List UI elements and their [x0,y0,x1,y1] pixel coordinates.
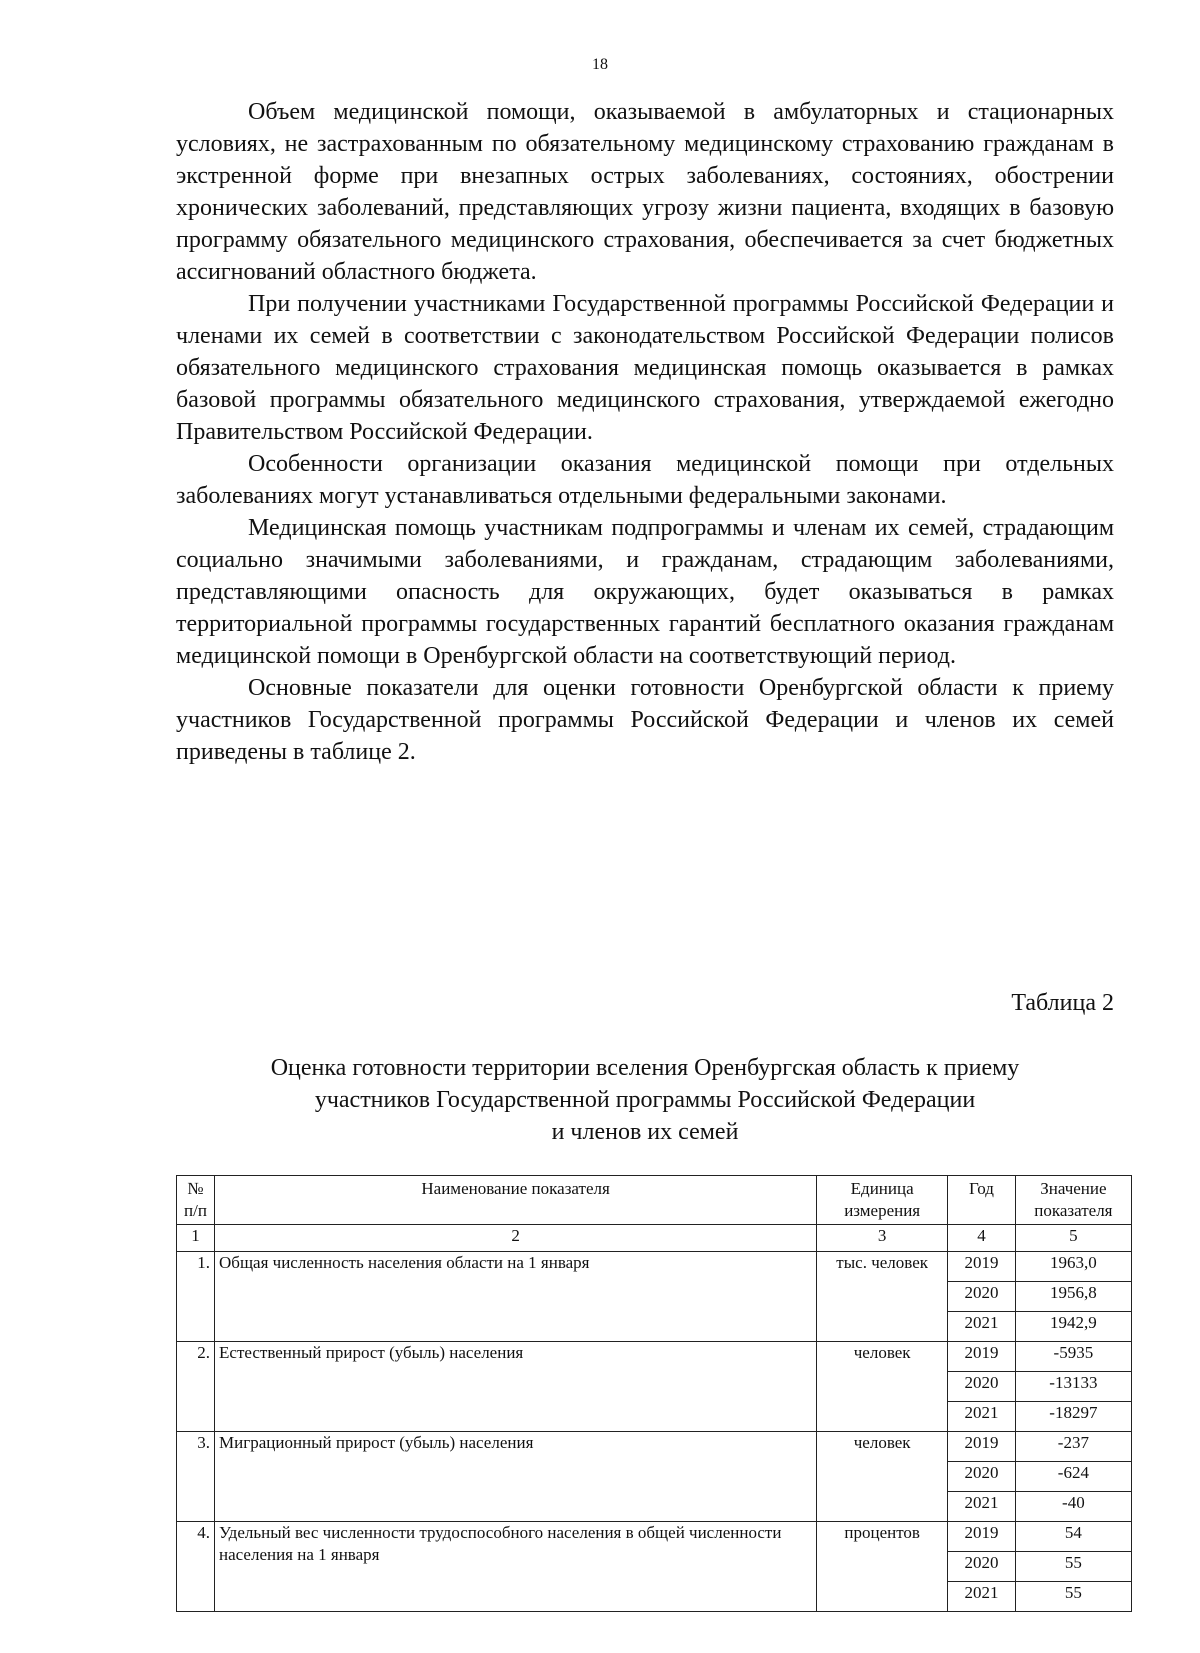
row-value: 55 [1015,1582,1131,1612]
row-year: 2020 [948,1282,1016,1312]
row-year: 2021 [948,1402,1016,1432]
table-header-row [177,1176,1132,1225]
header-unit: Единица измерения [817,1176,948,1225]
row-value: 55 [1015,1552,1131,1582]
row-value: 1942,9 [1015,1312,1131,1342]
body-text [176,96,1114,768]
table-label: Таблица 2 [1011,990,1114,1016]
index-cell: 5 [1015,1225,1131,1252]
row-number: 2. [177,1342,215,1432]
row-value: 1956,8 [1015,1282,1131,1312]
row-number: 1. [177,1252,215,1342]
row-name: Общая численность населения области на 1 января [215,1252,817,1342]
table-row [177,1522,1132,1552]
row-year: 2019 [948,1252,1016,1282]
row-value: -18297 [1015,1402,1131,1432]
paragraph-1: Объем медицинской помощи, оказываемой в амбулаторных и стационарных условиях, не застрахованным по обязательному медицинскому страхованию гражданам в экстренной форме при внезапных острых заболеваниях, состояниях, обострении хронических заболеваний, представляющих угрозу жизни пациента, входящих в базовую программу обязательного медицинского страхования, обеспечивается за счет бюджетных ассигнований областного бюджета. [176,99,1114,285]
row-name: Естественный прирост (убыль) населения [215,1342,817,1432]
header-value: Значение показателя [1015,1176,1131,1225]
paragraph-3: Особенности организации оказания медицинской помощи при отдельных заболеваниях могут устанавливаться отдельными федеральными законами. [176,451,1114,509]
paragraph-5: Основные показатели для оценки готовности Оренбургской области к приему участников Государственной программы Российской Федерации и членов их семей приведены в таблице 2. [176,675,1114,765]
table-index-row [177,1225,1132,1252]
row-year: 2019 [948,1342,1016,1372]
table-row [177,1252,1132,1282]
index-cell: 4 [948,1225,1016,1252]
row-year: 2020 [948,1462,1016,1492]
table-row [177,1342,1132,1372]
row-name: Миграционный прирост (убыль) населения [215,1432,817,1522]
row-unit: человек [817,1342,948,1432]
table-row [177,1432,1132,1462]
table-title-line-2: участников Государственной программы Российской Федерации [314,1087,976,1113]
row-year: 2021 [948,1582,1016,1612]
paragraph-2: При получении участниками Государственной программы Российской Федерации и членами их семей в соответствии с законодательством Российской Федерации полисов обязательного медицинского страхования медицинская помощь оказывается в рамках базовой программы обязательного медицинского страхования, утверждаемой ежегодно Правительством Российской Федерации. [176,291,1114,445]
row-unit: человек [817,1432,948,1522]
row-value: -5935 [1015,1342,1131,1372]
header-year: Год [948,1176,1016,1225]
row-value: 1963,0 [1015,1252,1131,1282]
table-title-line-1: Оценка готовности территории вселения Оренбургская область к приему [270,1055,1020,1081]
paragraph-4: Медицинская помощь участникам подпрограммы и членам их семей, страдающим социально значимыми заболеваниями, и гражданам, страдающим заболеваниями, представляющими опасность для окружающих, будет оказываться в рамках территориальной программы государственных гарантий бесплатного оказания гражданам медицинской помощи в Оренбургской области на соответствующий период. [176,515,1114,669]
row-year: 2020 [948,1372,1016,1402]
index-cell: 2 [215,1225,817,1252]
row-name: Удельный вес численности трудоспособного населения в общей численности населения на 1 января [215,1522,817,1612]
row-year: 2021 [948,1492,1016,1522]
row-value: -237 [1015,1432,1131,1462]
row-year: 2019 [948,1432,1016,1462]
header-num: № п/п [177,1176,215,1225]
row-year: 2021 [948,1312,1016,1342]
row-unit: процентов [817,1522,948,1612]
row-value: -624 [1015,1462,1131,1492]
row-value: -13133 [1015,1372,1131,1402]
row-number: 4. [177,1522,215,1612]
table-title [176,1052,1114,1148]
row-year: 2019 [948,1522,1016,1552]
index-cell: 3 [817,1225,948,1252]
page-number: 18 [592,56,608,73]
row-number: 3. [177,1432,215,1522]
row-value: -40 [1015,1492,1131,1522]
row-unit: тыс. человек [817,1252,948,1342]
row-value: 54 [1015,1522,1131,1552]
index-cell: 1 [177,1225,215,1252]
indicators-table [176,1175,1132,1612]
row-year: 2020 [948,1552,1016,1582]
header-name: Наименование показателя [215,1176,817,1225]
table-title-line-3: и членов их семей [551,1119,739,1145]
